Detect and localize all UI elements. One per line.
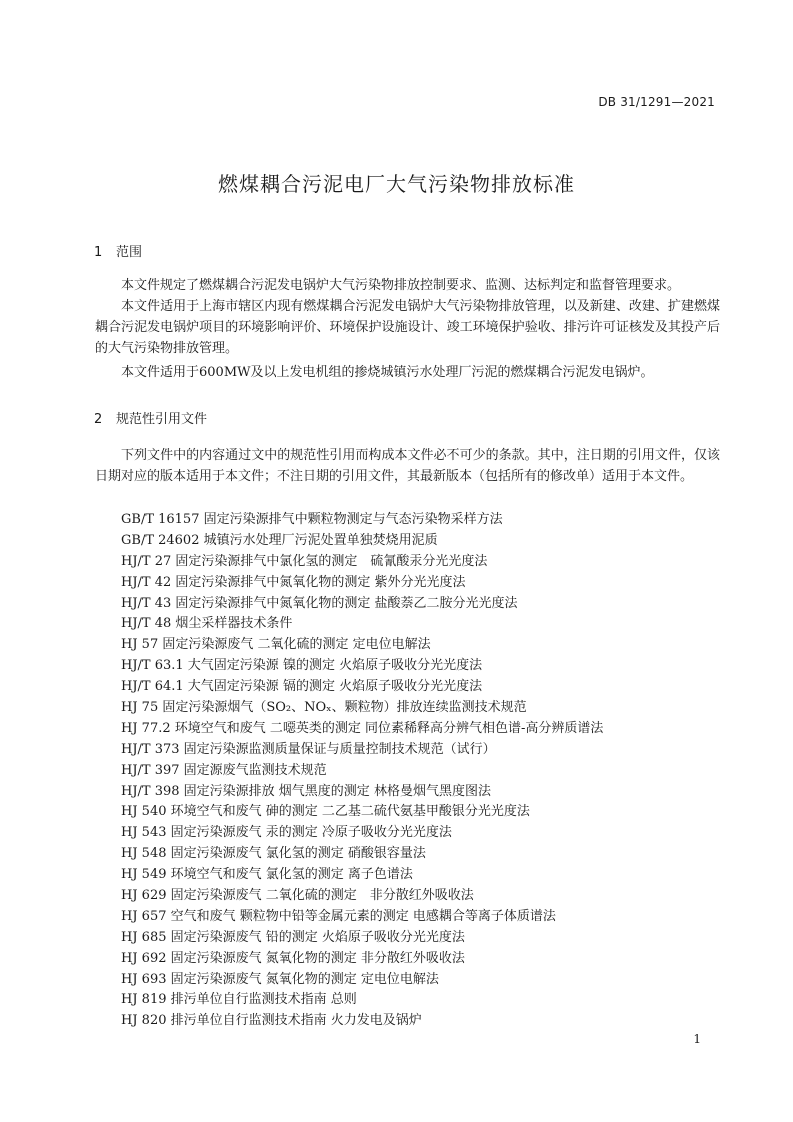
reference-item: HJ 819 排污单位自行监测技术指南 总则 xyxy=(121,992,357,1008)
scope-paragraph-2: 本文件适用于上海市辖区内现有燃煤耦合污泥发电锅炉大气污染物排放管理，以及新建、改建、扩建燃煤耦合污泥发电锅炉项目的环境影响评价、环境保护设施设计、竣工环境保护验收、排污许可证核发及其投产后的大气污染物排放管理。 xyxy=(95,299,720,356)
reference-item: HJ/T 63.1 大气固定污染源 镍的测定 火焰原子吸收分光光度法 xyxy=(121,658,483,674)
page-number: 1 xyxy=(693,1032,701,1046)
section-1-heading xyxy=(94,241,142,260)
reference-item: HJ 549 环境空气和废气 氯化氢的测定 离子色谱法 xyxy=(121,867,413,883)
section-number: 1 xyxy=(94,245,103,260)
reference-item: HJ 543 固定污染源废气 汞的测定 冷原子吸收分光光度法 xyxy=(121,825,452,841)
reference-item: HJ 57 固定污染源废气 二氧化硫的测定 定电位电解法 xyxy=(121,637,431,653)
reference-item: HJ 657 空气和废气 颗粒物中铅等金属元素的测定 电感耦合等离子体质谱法 xyxy=(121,908,556,924)
reference-item: HJ/T 42 固定污染源排气中氮氧化物的测定 紫外分光光度法 xyxy=(121,574,466,590)
reference-item: HJ/T 27 固定污染源排气中氯化氢的测定 硫氰酸汞分光光度法 xyxy=(121,553,488,569)
reference-item: HJ/T 43 固定污染源排气中氮氧化物的测定 盐酸萘乙二胺分光光度法 xyxy=(121,595,518,611)
references-intro: 下列文件中的内容通过文中的规范性引用而构成本文件必不可少的条款。其中，注日期的引用文件，仅该日期对应的版本适用于本文件；不注日期的引用文件，其最新版本（包括所有的修改单）适用于本文件。 xyxy=(95,448,720,484)
standard-code: DB 31/1291—2021 xyxy=(598,95,715,109)
scope-paragraph-3: 本文件适用于600MW及以上发电机组的掺烧城镇污水处理厂污泥的燃煤耦合污泥发电锅炉。 xyxy=(121,365,654,380)
reference-item: HJ 693 固定污染源废气 氮氧化物的测定 定电位电解法 xyxy=(121,971,439,987)
scope-paragraph-1: 本文件规定了燃煤耦合污泥发电锅炉大气污染物排放控制要求、监测、达标判定和监督管理要求。 xyxy=(121,278,681,293)
reference-list xyxy=(121,510,603,1032)
document-title: 燃煤耦合污泥电厂大气污染物排放标准 xyxy=(218,172,575,196)
reference-item: HJ 820 排污单位自行监测技术指南 火力发电及锅炉 xyxy=(121,1013,422,1029)
reference-item: HJ 692 固定污染源废气 氮氧化物的测定 非分散红外吸收法 xyxy=(121,950,465,966)
reference-item: HJ/T 398 固定污染源排放 烟气黑度的测定 林格曼烟气黑度图法 xyxy=(121,783,491,799)
reference-item: GB/T 24602 城镇污水处理厂污泥处置单独焚烧用泥质 xyxy=(121,532,438,548)
section-2-heading xyxy=(94,408,207,427)
reference-item: GB/T 16157 固定污染源排气中颗粒物测定与气态污染物采样方法 xyxy=(121,512,503,527)
section-title: 规范性引用文件 xyxy=(116,412,208,427)
reference-item: HJ/T 397 固定源废气监测技术规范 xyxy=(121,762,327,778)
reference-item: HJ/T 373 固定污染源监测质量保证与质量控制技术规范（试行） xyxy=(121,741,496,757)
section-title: 范围 xyxy=(116,245,143,260)
section-number: 2 xyxy=(94,412,103,427)
reference-item: HJ 685 固定污染源废气 铅的测定 火焰原子吸收分光光度法 xyxy=(121,929,465,945)
reference-item: HJ/T 48 烟尘采样器技术条件 xyxy=(121,616,293,632)
reference-item: HJ 629 固定污染源废气 二氧化硫的测定 非分散红外吸收法 xyxy=(121,888,474,904)
reference-item: HJ 540 环境空气和废气 砷的测定 二乙基二硫代氨基甲酸银分光光度法 xyxy=(121,804,530,820)
reference-item: HJ 77.2 环境空气和废气 二噁英类的测定 同位素稀释高分辨气相色谱-高分辨质谱法 xyxy=(121,720,604,736)
reference-item: HJ 75 固定污染源烟气（SO₂、NOₓ、颗粒物）排放连续监测技术规范 xyxy=(121,700,527,716)
reference-item: HJ 548 固定污染源废气 氯化氢的测定 硝酸银容量法 xyxy=(121,846,426,862)
reference-item: HJ/T 64.1 大气固定污染源 镉的测定 火焰原子吸收分光光度法 xyxy=(121,679,483,695)
